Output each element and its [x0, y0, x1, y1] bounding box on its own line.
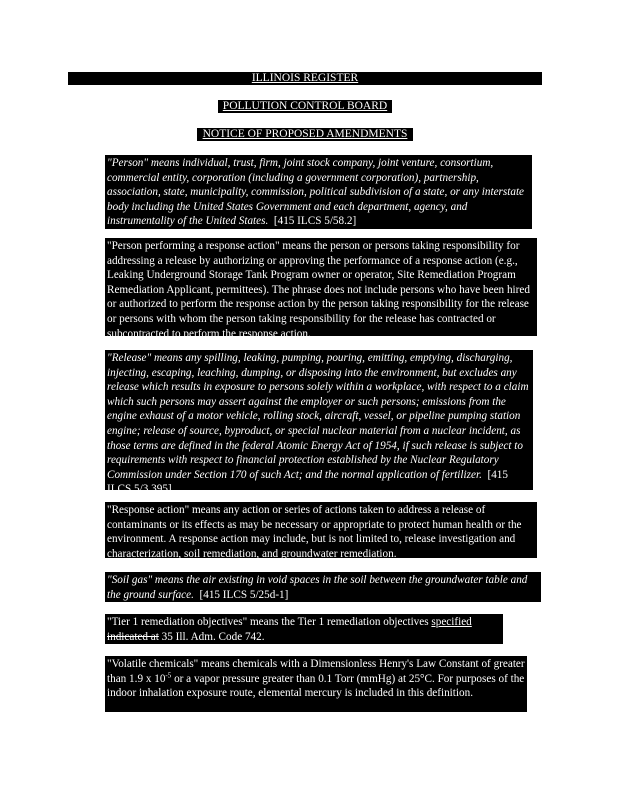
definition-volatile-chemicals [105, 656, 527, 712]
definition-person-citation: [415 ILCS 5/58.2] [273, 215, 357, 228]
definition-release-text: "Release" means any spilling, leaking, pumping, pouring, emitting, emptying, discharging, injecting, escaping, leaching, dumping, or disposing into the environment, but excludes any release which results in exposure to persons solely within a workplace, with respect to a claim which such persons may assert against the employer or such persons; emissions from the engine exhaust of a motor vehicle, rolling stock, aircraft, vessel, or pipeline pumping station engine; release of source, byproduct, or special nuclear material from a nuclear incident, as those terms are defined in the federal Atomic Energy Act of 1954, if such release is subject to requirements with respect to financial protection established by the Nuclear Regulatory Commission under Section 170 of such Act; and the normal application of fertilizer. [107, 352, 529, 481]
definition-tier1-deleted: indicated at [107, 630, 159, 643]
definition-soil-gas-citation: [415 ILCS 5/25d-1] [199, 588, 289, 601]
definition-tier1-text-a: "Tier 1 remediation objectives" means the Tier 1 remediation objectives [107, 616, 432, 628]
definition-person [105, 155, 532, 229]
definition-response-action [105, 502, 537, 558]
definition-volatile-exponent: -5 [165, 670, 172, 679]
definition-soil-gas [105, 572, 541, 602]
definition-volatile-text-b: or a vapor pressure greater than 0.1 Torr (mmHg) at 25°C. For purposes of the indoor inhalation exposure route, elemental mercury is included in this definition. [107, 672, 525, 700]
notice-heading [197, 128, 413, 141]
definition-release-citation: [415 ILCS 5/3.395] [107, 468, 508, 496]
register-heading-text: ILLINOIS REGISTER [251, 72, 359, 84]
definition-person-performing-text: "Person performing a response action" means the person or persons taking responsibility for addressing a release by authorizing or approving the performance of a response action (e.g., Leaking Underground Storage Tank Program owner or operator, Site Remediation Program Remediation Applicant, permittees). The phrase does not include persons who have been hired or authorized to perform the response action by the person taking responsibility for the release or persons with whom the person taking responsibility for the release has contracted or subcontracted to perform the response action. [107, 240, 530, 340]
board-heading-text: POLLUTION CONTROL BOARD [222, 100, 388, 112]
definition-tier1-inserted: specified [431, 616, 472, 628]
definition-volatile-text-a: "Volatile chemicals" means chemicals with a Dimensionless Henry's Law Constant of greater than 1.9 x 10 [107, 658, 525, 685]
board-heading [218, 100, 392, 113]
definition-person-text: "Person" means individual, trust, firm, joint stock company, joint venture, consortium, commercial entity, corporation (including a government corporation), partnership, association, state, municipality, commission, political subdivision of a state, or any interstate body including the United States Government and each department, agency, and instrumentality of the United States. [107, 157, 525, 228]
definition-release [105, 350, 533, 496]
register-heading [68, 72, 542, 85]
definition-person-performing [105, 238, 537, 340]
definition-tier1-text-b: 35 Ill. Adm. Code 742. [158, 630, 265, 643]
definition-tier1 [105, 614, 503, 644]
definition-soil-gas-text: "Soil gas" means the air existing in void spaces in the soil between the groundwater table and the ground surface. [107, 574, 528, 601]
definition-response-action-text: "Response action" means any action or series of actions taken to address a release of contaminants or its effects as may be necessary or appropriate to protect human health or the environment. A response action may include, but is not limited to, release investigation and characterization, soil remediation, and groundwater remediation. [107, 504, 522, 560]
notice-heading-text: NOTICE OF PROPOSED AMENDMENTS [202, 128, 408, 140]
